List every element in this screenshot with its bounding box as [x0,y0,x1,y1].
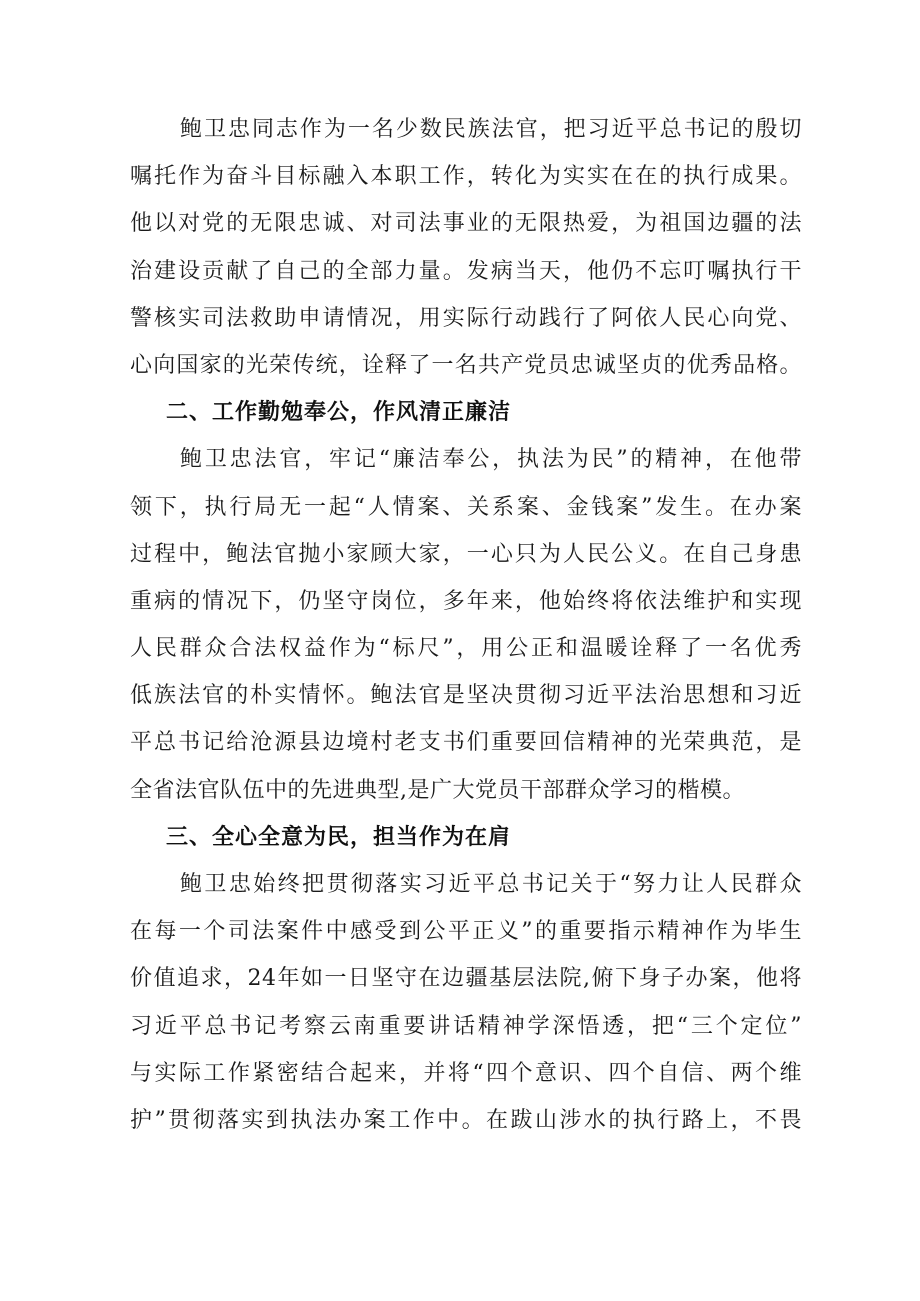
paragraph-2-line-2: 领下，执行局无一起“人情案、关系案、金钱案”发生。在办案 [130,494,802,520]
paragraph-1-line-5: 警核实司法救助申请情况，用实际行动践行了阿依人民心向党、 [130,305,802,331]
document-body [130,106,802,1144]
section-heading-2: 二、工作勤勉奉公，作风清正廉洁 [166,400,512,426]
paragraph-3-line-1: 鲍卫忠始终把贯彻落实习近平总书记关于“努力让人民群众 [180,872,802,897]
paragraph-2-line-6: 低族法官的朴实情怀。鲍法官是坚决贯彻习近平法治思想和习近 [130,683,802,709]
paragraph-3-line-6: 护”贯彻落实到执法办案工作中。在跋山涉水的执行路上，不畏 [130,1107,802,1133]
paragraph-3-line-3: 价值追求，24年如一日坚守在边疆基层法院,俯下身子办案，他将 [130,966,802,992]
paragraph-1-line-1: 鲍卫忠同志作为一名少数民族法官，把习近平总书记的殷切 [180,117,802,142]
paragraph-2-line-7: 平总书记给沧源县边境村老支书们重要回信精神的光荣典范，是 [130,730,802,756]
paragraph-2-line-4: 重病的情况下，仍坚守岗位，多年来，他始终将依法维护和实现 [130,588,802,614]
paragraph-2-line-5: 人民群众合法权益作为“标尺”，用公正和温暖诠释了一名优秀 [130,636,802,662]
paragraph-3-line-5: 与实际工作紧密结合起来，并将“四个意识、四个自信、两个维 [130,1060,802,1086]
paragraph-1-line-3: 他以对党的无限忠诚、对司法事业的无限热爱，为祖国边疆的法 [130,211,802,237]
section-heading-3: 三、全心全意为民，担当作为在肩 [166,824,512,850]
paragraph-3-line-2: 在每一个司法案件中感受到公平正义”的重要指示精神作为毕生 [130,919,802,945]
paragraph-2-line-8: 全省法官队伍中的先进典型,是广大党员干部群众学习的楷模。 [130,777,745,803]
paragraph-1-line-2: 嘱托作为奋斗目标融入本职工作，转化为实实在在的执行成果。 [130,164,802,190]
paragraph-2-line-3: 过程中，鲍法官抛小家顾大家，一心只为人民公义。在自己身患 [130,541,802,567]
paragraph-1-line-6: 心向国家的光荣传统，诠释了一名共产党员忠诚坚贞的优秀品格。 [130,352,802,378]
paragraph-3-line-4: 习近平总书记考察云南重要讲话精神学深悟透，把“三个定位” [130,1013,802,1039]
paragraph-1-line-4: 治建设贡献了自己的全部力量。发病当天，他仍不忘叮嘱执行干 [130,258,802,284]
paragraph-2-line-1: 鲍卫忠法官，牢记“廉洁奉公，执法为民”的精神，在他带 [180,447,802,473]
